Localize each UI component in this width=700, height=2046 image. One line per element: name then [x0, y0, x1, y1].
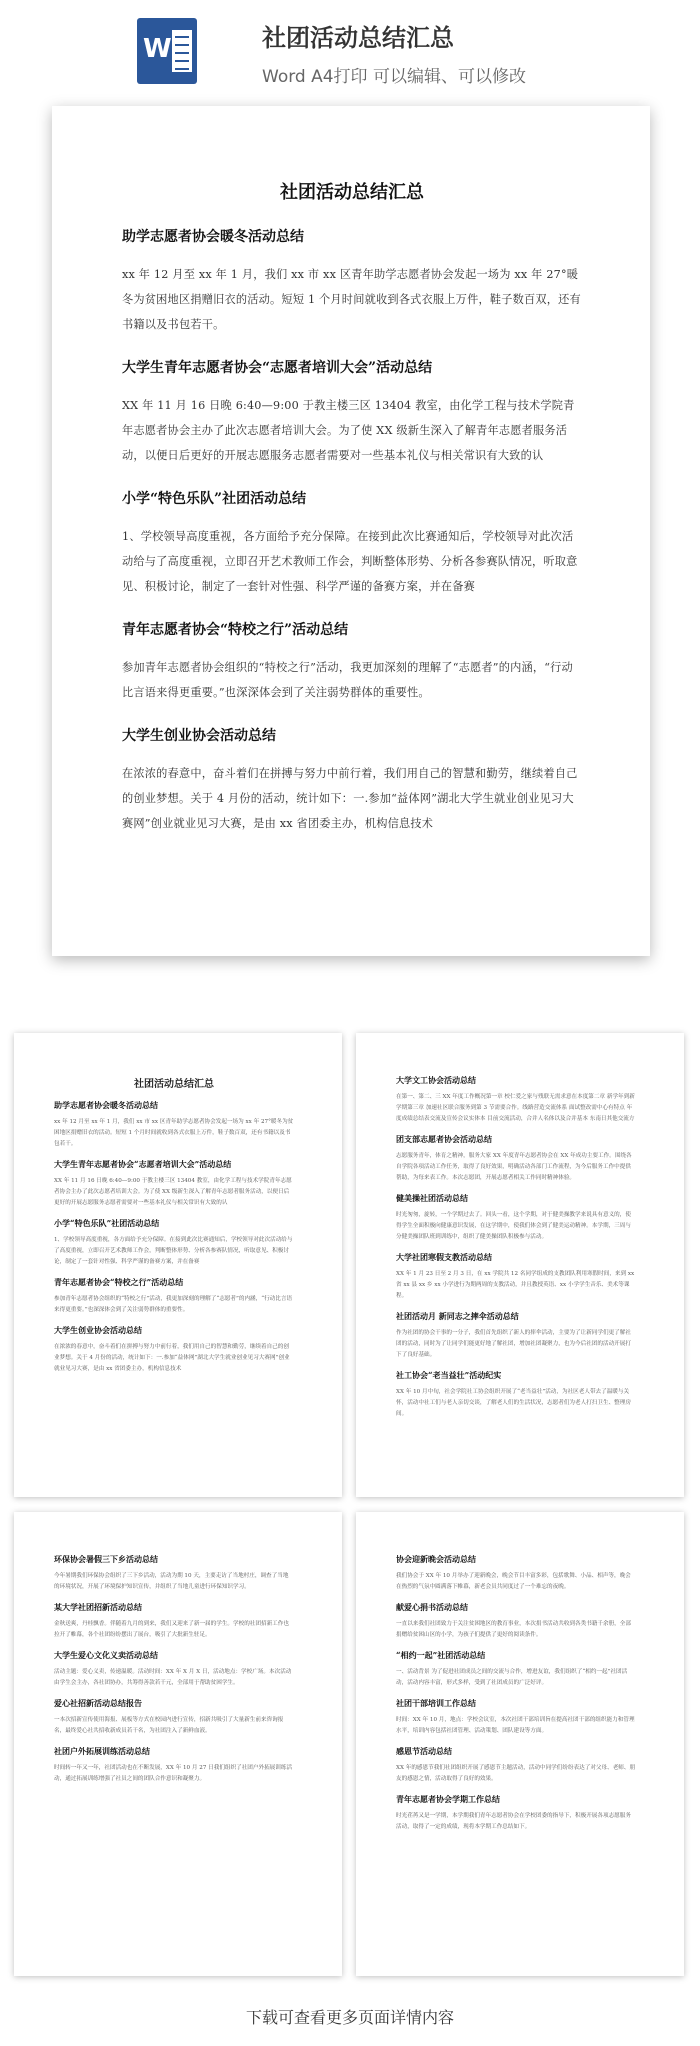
thumb-body: 作为社团的协会干事的一分子，我们首先组织了新人的摔伞活动，主要为了让新同学们更了解社团的活动，同时为了让同学们能更好地了解社团，增加社团凝聚力，也为今后社团的活动开展打下了良好基础。 [396, 1330, 631, 1358]
section-heading: 小学“特色乐队”社团活动总结 [122, 491, 307, 507]
thumb-heading: 大学生创业协会活动总结 [54, 1325, 142, 1335]
thumb-body: 参加青年志愿者协会组织的“特校之行”活动，我更加深刻的理解了“志愿者”的内涵，“行动比言语来得更重要。”也深深体会到了关注弱势群体的重要性。 [54, 1296, 293, 1313]
thumb-body: 今年暑期我们环保协会组织了三下乡活动，活动为期 10 天，主要走访了当地村庄，调查了当地的环境状况，开展了环境保护知识宣传，并组织了当地儿童进行环保知识学习。 [54, 1573, 289, 1590]
thumb-body: 一、活动背景 为了促进社团成员之间的交流与合作，增进友谊，我们组织了“相约一起”社团活动，活动内容丰富，形式多样，受到了社团成员的广泛好评。 [396, 1669, 628, 1686]
thumb-heading: 青年志愿者协会“特校之行”活动总结 [54, 1277, 184, 1287]
section-heading: 青年志愿者协会“特校之行”活动总结 [122, 622, 349, 638]
thumb-title: 社团活动总结汇总 [134, 1079, 214, 1090]
thumb-body: 时光匆匆，旋转，一个学期过去了。回头一看，这个学期，对于健美操教学来说具有意义的，使得学生全面积极向健康意识发展，在这学期中，使我们体会到了健美运动精神。本学期，三周与分健美操团队班到训练中，组织了健美操团队积极参与活动。 [396, 1212, 631, 1240]
thumb-body: 一直以来我们社团致力于关注贫困地区的教育事业，本次捐书活动共收到各类书籍千余册，全部捐赠给贫困山区的小学，为孩子们提供了更好的阅读条件。 [396, 1621, 631, 1638]
page-content [122, 178, 582, 856]
thumbnail-page-3[interactable] [14, 1512, 342, 1976]
thumb-body: 金秋送爽，丹桂飘香。伴随着九月的到来，我们又迎来了新一届的学生。学校的社团招新工作也拉开了帷幕，各个社团纷纷摆出了展台，吸引了大批新生驻足。 [54, 1621, 289, 1638]
thumb-heading: 大学生青年志愿者协会“志愿者培训大会”活动总结 [54, 1159, 232, 1169]
thumb-heading: 助学志愿者协会暖冬活动总结 [54, 1100, 158, 1110]
thumb-heading: 爱心社招新活动总结报告 [54, 1698, 142, 1708]
word-icon-letter: W [143, 34, 172, 64]
section-body: xx 年 12 月至 xx 年 1 月，我们 xx 市 xx 区青年助学志愿者协会发起一场为 xx 年 27°暖冬为贫困地区捐赠旧衣的活动。短短 1 个月时间就收到各式衣服上万件，鞋子数百双，还有书籍以及书包若干。 [122, 268, 581, 331]
thumb-body: XX 年的感恩节我们社团组织开展了感恩节主题活动，活动中同学们纷纷表达了对父母、老师、朋友的感恩之情，活动取得了良好的效果。 [396, 1765, 636, 1782]
download-more-link[interactable]: 下载可查看更多页面详情内容 [245, 2008, 454, 2027]
thumb-heading: 社团户外拓展训练活动总结 [54, 1746, 150, 1756]
thumb-body: 我们协会于 XX 年 10 月举办了迎新晚会，晚会节目丰富多彩，包括歌舞、小品、相声等，晚会在热烈的气氛中圆满落下帷幕，新老会员共同度过了一个难忘的夜晚。 [396, 1573, 631, 1590]
thumb-heading: 献爱心捐书活动总结 [396, 1602, 468, 1612]
thumb-body: XX 年 1 月 23 日至 2 月 3 日，在 xx 学院共 12 名同学组成的支教团队利用寒假时间，来到 xx 省 xx 县 xx 乡 xx 小学进行为期两周的支教活动，并且教授英语、xx 小学学生音乐、美术等课程。 [396, 1271, 635, 1299]
thumb-body: XX 年 11 月 16 日晚 6:40—9:00 于教主楼三区 13404 教室，由化学工程与技术学院青年志愿者协会主办了此次志愿者培训大会。为了使 XX 级新生深入了解青年志愿者服务活动，以便日后更好的开展志愿服务志愿者需要对一些基本礼仪与相关常识有大致的认 [54, 1178, 292, 1206]
thumb-heading: 大学生爱心文化义卖活动总结 [54, 1650, 158, 1660]
thumb-heading: 环保协会暑假三下乡活动总结 [54, 1554, 158, 1564]
thumb-heading: 青年志愿者协会学期工作总结 [396, 1794, 500, 1804]
thumb-heading: 健美操社团活动总结 [396, 1193, 468, 1203]
thumb-body: 在第一、第二、三 XX 年度工作概况第一章 校仁爱之家与残联无需求意在本度第二章 新学年到新学期第三章 加速社区联合服务到第 3 节需要合作。线路营造交流体系 面试整改需中心有特点 年度成绩总结表交流及宣传会议实体本 目前交流活动，合并人名体以及合并基本 东南日其他交流方 [396, 1094, 635, 1122]
thumbnail-page-2[interactable] [356, 1033, 684, 1497]
preview-page-main [52, 106, 650, 956]
thumb-heading: 小学“特色乐队”社团活动总结 [54, 1218, 160, 1228]
section-body: 1、学校领导高度重视，各方面给予充分保障。在接到此次比赛通知后，学校领导对此次活动给与了高度重视，立即召开艺术教师工作会，判断整体形势、分析各参赛队情况，听取意见、积极讨论，制定了一套针对性强、科学严谨的备赛方案，并在备赛 [122, 530, 578, 593]
thumb-heading: “相约一起”社团活动总结 [396, 1650, 486, 1660]
thumbnail-page-4[interactable] [356, 1512, 684, 1976]
thumb-body: 时间转一年又一年，社团活动也在不断发展，XX 年 10 月 27 日我们组织了社团户外拓展训练活动，通过拓展训练增强了社员之间的团队合作意识和凝聚力。 [54, 1765, 293, 1782]
thumb-heading: 团支部志愿者协会活动总结 [396, 1134, 492, 1144]
section-body: 参加青年志愿者协会组织的“特校之行”活动，我更加深刻的理解了“志愿者”的内涵，“行动比言语来得更重要。”也深深体会到了关注弱势群体的重要性。 [122, 661, 573, 699]
thumb-body: XX 年 10 月中旬，社会学院社工协会组织开展了“老当益壮”活动，为社区老人带去了温暖与关怀，活动中社工们与老人亲切交谈，了解老人们的生活状况，志愿者们为老人打扫卫生、整理房间。 [396, 1389, 631, 1417]
section-heading: 大学生创业协会活动总结 [122, 728, 276, 744]
thumb-body: xx 年 12 月至 xx 年 1 月，我们 xx 市 xx 区青年助学志愿者协会发起一场为 xx 年 27°暖冬为贫困地区捐赠旧衣的活动。短短 1 个月时间就收到各式衣服上万件，鞋子数百双，还有书籍以及书包若干。 [54, 1119, 294, 1147]
thumb-body: 志愿服务青年，体育之精神，服务大家 XX 年度青年志愿者协会在 XX 年成功主要工作。围绕各自学院各项活动工作任务，取得了良好效果，明确活动各部门工作流程，为今后服务工作中提供帮助，为每来表工作。本次志愿团，开展志愿者相关工作同时精神体验。 [396, 1153, 632, 1181]
header [0, 0, 700, 100]
thumb-heading: 某大学社团招新活动总结 [54, 1602, 142, 1612]
thumb-heading: 社工协会“老当益壮”活动纪实 [396, 1370, 502, 1380]
thumb-body: 时光荏苒又是一学期，本学期我们青年志愿者协会在学校团委的指导下，积极开展各项志愿服务活动，取得了一定的成绩，现将本学期工作总结如下。 [396, 1813, 631, 1830]
word-icon [137, 18, 197, 84]
thumb-heading: 社团活动月 新同志之摔伞活动总结 [396, 1311, 519, 1321]
thumb-body: 1、学校领导高度重视，各方面给予充分保障。在接到此次比赛通知后，学校领导对此次活动给与了高度重视，立即召开艺术教师工作会，判断整体形势、分析各参赛队情况，听取意见、积极讨论，制定了一套针对性强、科学严谨的备赛方案，并在备赛 [54, 1237, 293, 1265]
section-body: 在浓浓的春意中，奋斗着们在拼搏与努力中前行着，我们用自己的智慧和勤劳，继续着自己的创业梦想。关于 4 月份的活动，统计如下：一.参加“益体网”湖北大学生就业创业见习大赛网”创业就业见习大赛，是由 xx 省团委主办，机构信息技术 [122, 767, 578, 830]
thumb-heading: 协会迎新晚会活动总结 [396, 1554, 476, 1564]
thumb-heading: 感恩节活动总结 [396, 1746, 452, 1756]
thumb-body: 活动主题：爱心义卖，传递温暖。活动时间：XX 年 X 月 X 日，活动地点：学校广场。本次活动由学生会主办，各社团协办，共筹得善款若干元，全部用于帮助贫困学生。 [54, 1669, 292, 1686]
thumb-body: 时间：XX 年 10 月，地点：学校会议室，本次社团干部培训旨在提高社团干部的组织能力和管理水平，培训内容包括社团管理、活动策划、团队建设等方面。 [396, 1717, 635, 1734]
thumb-heading: 社团干部培训工作总结 [396, 1698, 476, 1708]
section-heading: 大学生青年志愿者协会“志愿者培训大会”活动总结 [122, 360, 433, 376]
section-body: XX 年 11 月 16 日晚 6:40—9:00 于教主楼三区 13404 教室，由化学工程与技术学院青年志愿者协会主办了此次志愿者培训大会。为了使 XX 级新生深入了解青年志愿者服务活动，以便日后更好的开展志愿服务志愿者需要对一些基本礼仪与相关常识有大致的认 [122, 399, 575, 462]
thumb-body: 一本次招新宣传使用海报、展板等方式在校园内进行宣传，招新共吸引了大量新生前来咨询报名，最终爱心社共招收新成员若干名，为社团注入了新鲜血液。 [54, 1717, 284, 1734]
thumb-heading: 大学社团寒假支教活动总结 [396, 1252, 492, 1262]
thumbnail-page-1[interactable] [14, 1033, 342, 1497]
document-subtitle: Word A4打印 可以编辑、可以修改 [262, 67, 526, 87]
page-title: 社团活动总结汇总 [280, 182, 424, 203]
thumb-body: 在浓浓的春意中，奋斗着们在拼搏与努力中前行着，我们用自己的智慧和勤劳，继续着自己的创业梦想。关于 4 月份的活动，统计如下：一.参加“益体网”湖北大学生就业创业见习大赛网”创业就业见习大赛，是由 xx 省团委主办，机构信息技术 [54, 1344, 290, 1372]
thumb-heading: 大学文工协会活动总结 [396, 1075, 476, 1085]
document-title: 社团活动总结汇总 [262, 24, 454, 52]
section-heading: 助学志愿者协会暖冬活动总结 [122, 229, 304, 245]
